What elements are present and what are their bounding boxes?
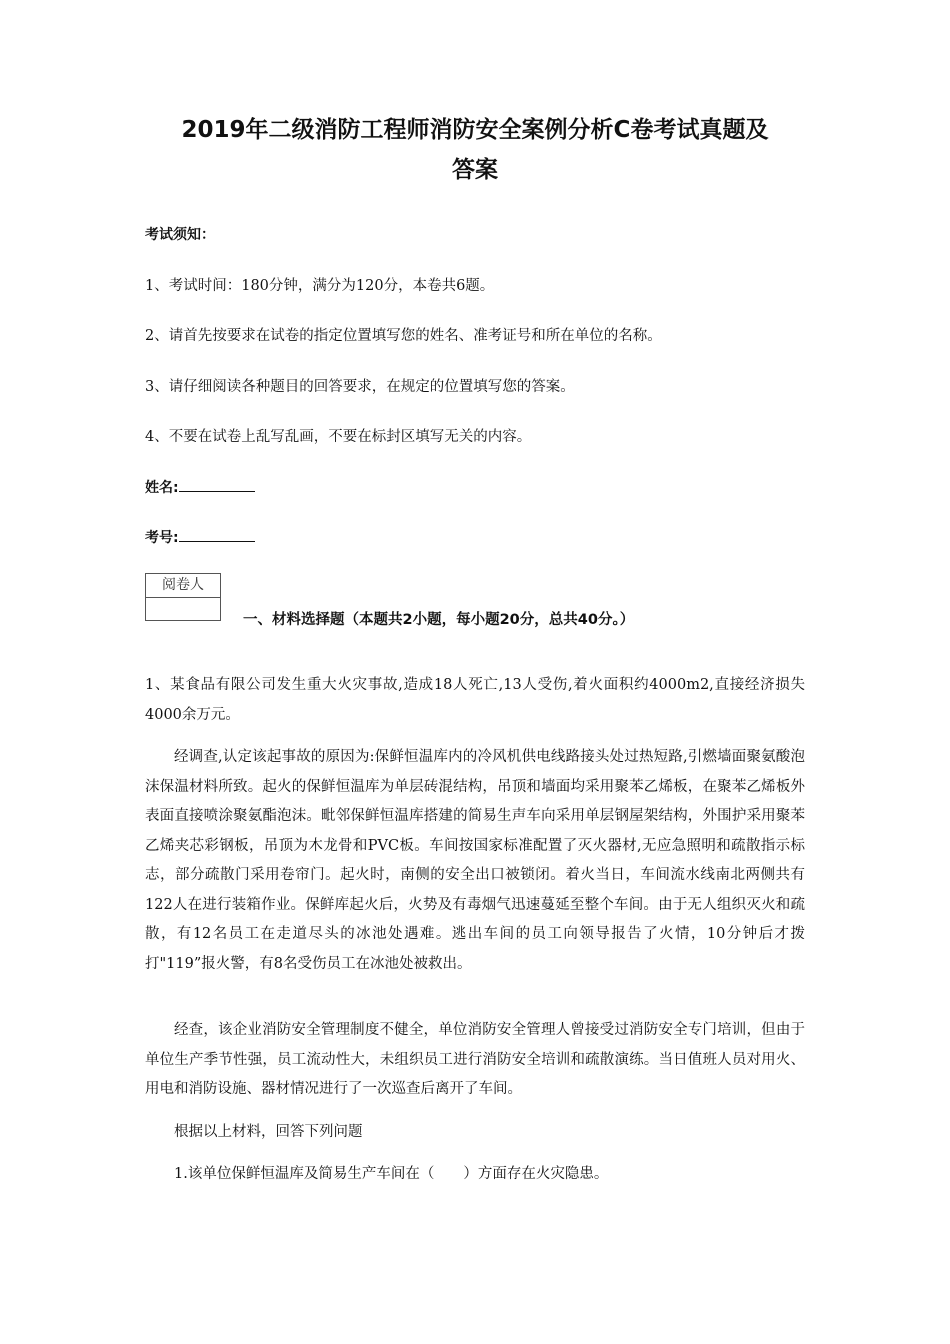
exam-title-line-1: 2019年二级消防工程师消防安全案例分析C卷考试真题及: [181, 117, 769, 143]
grader-box: [145, 573, 221, 621]
exam-number-field[interactable]: [145, 527, 255, 547]
name-label: 姓名:: [145, 480, 179, 496]
exam-title-line-2: 答案: [452, 157, 498, 183]
grader-label: 阅卷人: [146, 574, 220, 598]
notice-item: 3、请仔细阅读各种题目的回答要求，在规定的位置填写您的答案。: [145, 379, 575, 395]
name-field[interactable]: [145, 477, 255, 497]
section-title: 一、材料选择题（本题共2小题，每小题20分，总共40分。）: [243, 612, 635, 628]
investigation-paragraph: 经调查,认定该起事故的原因为:保鲜恒温库内的冷风机供电线路接头处过热短路,引燃墙面聚氨酸泡沫保温材料所致。起火的保鲜恒温库为单层砖混结构，吊顶和墙面均采用聚苯乙烯板，在聚苯乙烯板外表面直接喷涂聚氨酯泡沫。毗邻保鲜恒温库搭建的简易生声车向采用单层钢屋架结构，外围护采用聚苯乙烯夹芯彩钢板，吊顶为木龙骨和PVC板。车间按国家标准配置了灭火器材,无应急照明和疏散指示标志，部分疏散门采用卷帘门。起火时，南侧的安全出口被锁闭。着火当日，车间流水线南北两侧共有122人在进行装箱作业。保鲜库起火后，火势及有毒烟气迅速蔓延至整个车间。由于无人组织灭火和疏散，有12名员工在走道尽头的冰池处遇难。逃出车间的员工向领导报告了火情，10分钟后才拨打"119”报火警，有8名受伤员工在冰池处被救出。: [145, 749, 805, 972]
question-intro-paragraph: 1、某食品有限公司发生重大火灾事故,造成18人死亡,13人受伤,着火面积约4000m2,直接经济损失4000余万元。: [145, 677, 805, 723]
question-1: 1.该单位保鲜恒温库及简易生产车间在（ ）方面存在火灾隐患。: [174, 1166, 609, 1182]
name-blank[interactable]: [179, 477, 255, 492]
management-paragraph: 经查，该企业消防安全管理制度不健全，单位消防安全管理人曾接受过消防安全专门培训，但由于单位生产季节性强，员工流动性大，未组织员工进行消防安全培训和疏散演练。当日值班人员对用火、用电和消防设施、器材情况进行了一次巡查后离开了车间。: [145, 1022, 805, 1097]
exam-number-blank[interactable]: [179, 527, 255, 542]
notice-item: 2、请首先按要求在试卷的指定位置填写您的姓名、准考证号和所在单位的名称。: [145, 328, 662, 344]
notice-item: 1、考试时间：180分钟，满分为120分，本卷共6题。: [145, 278, 495, 294]
instruction-paragraph: 根据以上材料，回答下列问题: [174, 1124, 363, 1140]
exam-number-label: 考号:: [145, 530, 179, 546]
notice-heading: 考试须知：: [145, 227, 215, 243]
notice-item: 4、不要在试卷上乱写乱画，不要在标封区填写无关的内容。: [145, 429, 532, 445]
